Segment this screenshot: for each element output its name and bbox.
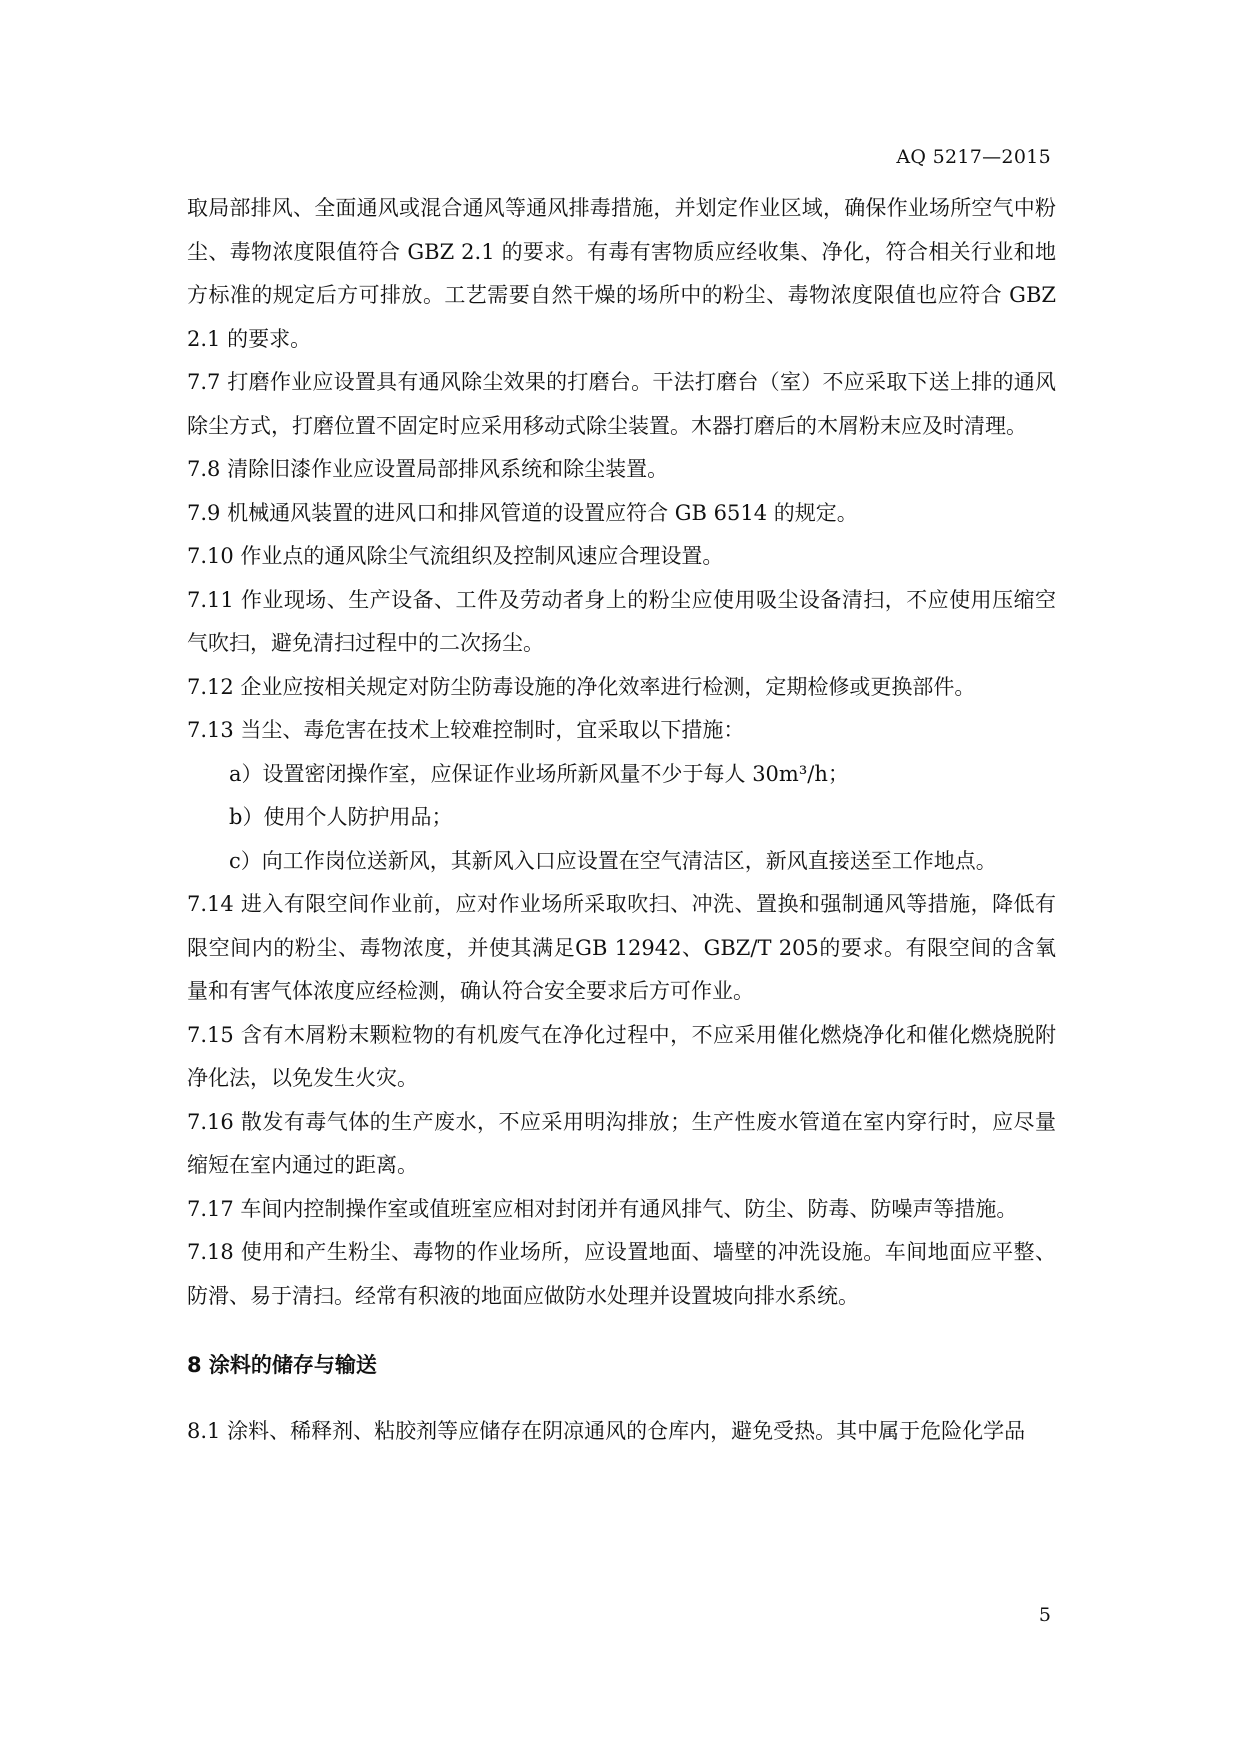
standard-code-header: AQ 5217—2015 bbox=[896, 146, 1051, 168]
clause-7-13-item-a: a）设置密闭操作室，应保证作业场所新风量不少于每人 30m³/h； bbox=[229, 761, 849, 786]
page-number: 5 bbox=[1038, 1604, 1051, 1626]
page-content bbox=[187, 187, 1056, 1453]
clause-7-15: 7.15 含有木屑粉末颗粒物的有机废气在净化过程中，不应采用催化燃烧净化和催化燃烧脱附净化法，以免发生火灾。 bbox=[187, 1022, 1056, 1090]
clause-7-12: 7.12 企业应按相关规定对防尘防毒设施的净化效率进行检测，定期检修或更换部件。 bbox=[187, 674, 976, 699]
clause-7-7: 7.7 打磨作业应设置具有通风除尘效果的打磨台。干法打磨台（室）不应采取下送上排的通风除尘方式，打磨位置不固定时应采用移动式除尘装置。木器打磨后的木屑粉末应及时清理。 bbox=[187, 370, 1056, 438]
clause-7-10: 7.10 作业点的通风除尘气流组织及控制风速应合理设置。 bbox=[187, 544, 724, 568]
clause-7-16: 7.16 散发有毒气体的生产废水，不应采用明沟排放；生产性废水管道在室内穿行时，应尽量缩短在室内通过的距离。 bbox=[187, 1109, 1056, 1177]
clause-7-14: 7.14 进入有限空间作业前，应对作业场所采取吹扫、冲洗、置换和强制通风等措施，降低有限空间内的粉尘、毒物浓度，并使其满足GB 12942、GBZ/T 205的要求。有限空间的含氧量和有害气体浓度应经检测，确认符合安全要求后方可作业。 bbox=[187, 892, 1056, 1003]
clause-7-11: 7.11 作业现场、生产设备、工件及劳动者身上的粉尘应使用吸尘设备清扫，不应使用压缩空气吹扫，避免清扫过程中的二次扬尘。 bbox=[187, 587, 1056, 655]
clause-7-8: 7.8 清除旧漆作业应设置局部排风系统和除尘装置。 bbox=[187, 457, 669, 481]
clause-8-1: 8.1 涂料、稀释剂、粘胶剂等应储存在阴凉通风的仓库内，避免受热。其中属于危险化学品 bbox=[187, 1418, 1026, 1443]
section-8-title: 8 涂料的储存与输送 bbox=[187, 1353, 377, 1377]
clause-7-13-item-c: c）向工作岗位送新风，其新风入口应设置在空气清洁区，新风直接送至工作地点。 bbox=[229, 848, 997, 873]
clause-7-9: 7.9 机械通风装置的进风口和排风管道的设置应符合 GB 6514 的规定。 bbox=[187, 500, 858, 525]
clause-7-13-item-b: b）使用个人防护用品； bbox=[229, 805, 453, 829]
clause-7-13: 7.13 当尘、毒危害在技术上较难控制时，宜采取以下措施： bbox=[187, 718, 745, 742]
paragraph-continued: 取局部排风、全面通风或混合通风等通风排毒措施，并划定作业区域，确保作业场所空气中粉尘、毒物浓度限值符合 GBZ 2.1 的要求。有毒有害物质应经收集、净化，符合相关行业和地方标准的规定后方可排放。工艺需要自然干燥的场所中的粉尘、毒物浓度限值也应符合 GBZ 2.1 的要求。 bbox=[187, 196, 1056, 351]
clause-7-17: 7.17 车间内控制操作室或值班室应相对封闭并有通风排气、防尘、防毒、防噪声等措施。 bbox=[187, 1196, 1018, 1221]
clause-7-18: 7.18 使用和产生粉尘、毒物的作业场所，应设置地面、墙壁的冲洗设施。车间地面应平整、防滑、易于清扫。经常有积液的地面应做防水处理并设置坡向排水系统。 bbox=[187, 1240, 1056, 1308]
